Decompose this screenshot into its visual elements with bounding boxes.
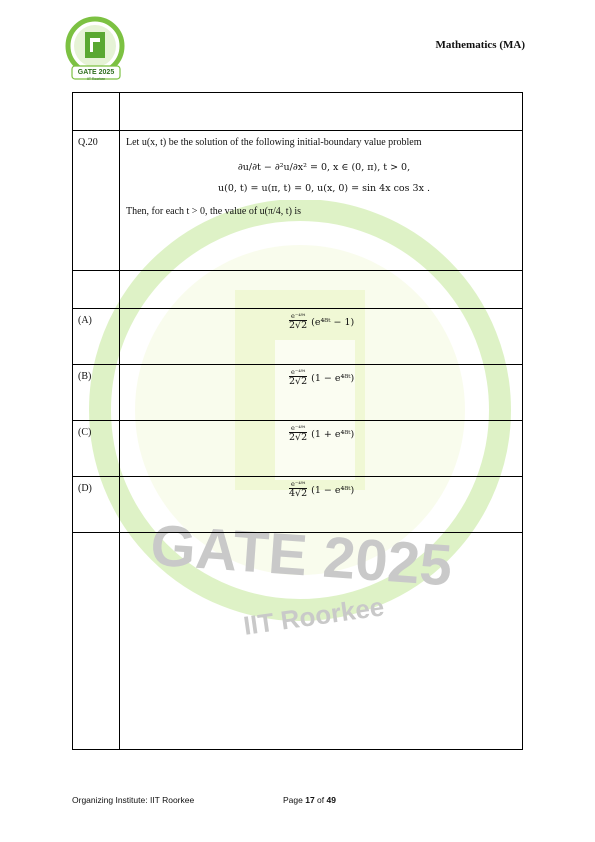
option-a-den: 2√2 xyxy=(289,320,308,332)
page-total: 49 xyxy=(326,795,336,805)
option-b-label: (B) xyxy=(73,365,120,421)
pde-equation: ∂u/∂t − ∂²u/∂x² = 0, x ∈ (0, π), t > 0, xyxy=(237,162,411,173)
footer-page xyxy=(283,795,336,805)
option-a-label: (A) xyxy=(73,309,120,365)
option-d-factor: (1 − e⁴⁸ᵗ) xyxy=(311,484,355,496)
spacer-label xyxy=(73,271,120,309)
question-table xyxy=(72,92,523,750)
question-number: Q.20 xyxy=(73,131,120,271)
watermark-sub: IIT Roorkee xyxy=(241,591,386,641)
logo-text: GATE 2025 xyxy=(77,69,115,76)
boundary-conditions: u(0, t) = u(π, t) = 0, u(x, 0) = sin 4x cos 3x . xyxy=(218,183,430,194)
page-of: of xyxy=(314,795,327,805)
subject-title: Mathematics (MA) xyxy=(435,39,525,51)
blank-label xyxy=(73,533,120,750)
option-d-num: e⁻⁴⁹ᵗ xyxy=(291,480,306,488)
option-b-num: e⁻⁴⁹ᵗ xyxy=(291,368,306,376)
blank-content xyxy=(120,533,523,750)
question-intro: Let u(x, t) be the solution of the following initial-boundary value problem xyxy=(126,137,422,148)
option-b[interactable] xyxy=(120,365,523,421)
page-current: 17 xyxy=(305,795,315,805)
option-d-den: 4√2 xyxy=(289,488,308,500)
question-body xyxy=(120,131,523,271)
option-d[interactable] xyxy=(120,477,523,533)
question-ask: Then, for each t > 0, the value of u(π/4, t) is xyxy=(126,206,302,217)
spacer-content xyxy=(120,271,523,309)
option-c-label: (C) xyxy=(73,421,120,477)
option-c-num: e⁻⁴⁹ᵗ xyxy=(291,424,306,432)
header-empty-content xyxy=(120,93,523,131)
option-c[interactable] xyxy=(120,421,523,477)
logo-sub: IIT Roorkee xyxy=(86,77,106,81)
footer-institute: Organizing Institute: IIT Roorkee xyxy=(72,795,195,805)
gate-logo xyxy=(62,16,132,82)
option-a[interactable] xyxy=(120,309,523,365)
option-a-factor: (e⁴⁸ᵗ − 1) xyxy=(311,316,355,328)
option-b-factor: (1 − e⁴⁸ᵗ) xyxy=(311,372,355,384)
option-c-factor: (1 + e⁴⁸ᵗ) xyxy=(311,428,355,440)
option-b-den: 2√2 xyxy=(289,376,308,388)
option-c-den: 2√2 xyxy=(289,432,308,444)
header-empty-label xyxy=(73,93,120,131)
option-d-label: (D) xyxy=(73,477,120,533)
watermark-title: GATE 2025 xyxy=(148,512,455,599)
page-prefix: Page xyxy=(283,795,306,805)
option-a-num: e⁻⁴⁹ᵗ xyxy=(291,312,306,320)
